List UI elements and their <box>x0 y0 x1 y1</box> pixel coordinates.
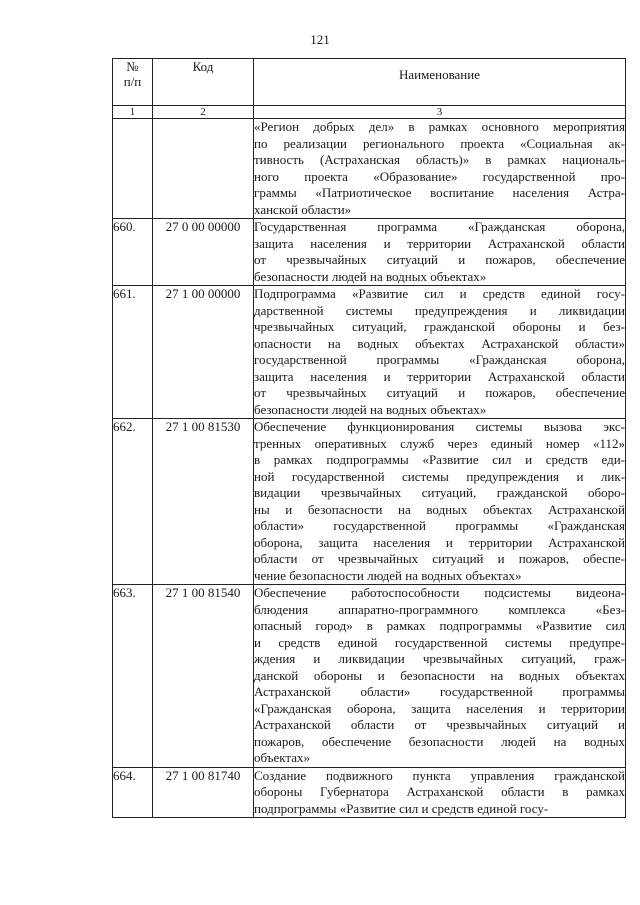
column-index-2: 2 <box>153 106 254 119</box>
table-row <box>113 286 626 419</box>
header-name: Наименование <box>254 59 626 106</box>
name-text-line: оборона, защита населения и территории Астраханской <box>254 534 625 550</box>
name-text-line: защита населения и территории Астраханской области <box>254 235 625 251</box>
name-text-line: и средств единой государственной системы предупре- <box>254 634 625 650</box>
name-text-line: «Гражданская оборона, защита населения и территории <box>254 700 625 716</box>
budget-classification-table <box>112 58 626 818</box>
name-text-line: дарственной системы предупреждения и ликвидации <box>254 302 625 318</box>
table-row <box>113 767 626 818</box>
row-number: 660. <box>113 219 153 286</box>
table-row <box>113 119 626 219</box>
name-text-line: ны и безопасности на водных объектах Астраханской <box>254 501 625 517</box>
name-text-line: пожаров, обеспечение безопасности людей на водных <box>254 733 625 749</box>
name-text-line: обороны Губернатора Астраханской области в рамках <box>254 784 625 799</box>
header-num: № п/п <box>113 59 153 106</box>
name-text-line: Астраханской области от чрезвычайных ситуаций и <box>254 717 625 732</box>
column-index-1: 1 <box>113 106 153 119</box>
name-text-line: Создание подвижного пункта управления гражданской <box>254 767 625 783</box>
name-text-line: области от чрезвычайных ситуаций и пожаров, обеспе- <box>254 551 625 566</box>
name-text-line: опасности на водных объектах Астраханской области» <box>254 335 625 351</box>
name-text-line: граммы «Патриотическое воспитание населения Астра- <box>254 185 625 200</box>
name-text-line: подпрограммы «Развитие сил и средств единой госу- <box>254 800 549 816</box>
page-number: 121 <box>310 32 330 47</box>
name-text-line: тренных оперативных служб через единый номер «112» <box>254 435 625 451</box>
header-code: Код <box>153 59 254 106</box>
row-code: 27 1 00 81540 <box>153 585 254 768</box>
row-number: 663. <box>113 585 153 768</box>
row-name <box>254 286 626 419</box>
name-text-line: в рамках подпрограммы «Развитие сил и средств еди- <box>254 452 625 467</box>
name-text-line: Астраханской области» государственной программы <box>254 684 625 699</box>
name-text-line: объектах» <box>254 750 311 765</box>
name-text-line: защита населения и территории Астраханской области <box>254 368 625 384</box>
name-text-line: тивность (Астраханская область)» в рамках националь- <box>254 152 625 167</box>
name-text-line: Подпрограмма «Развитие сил и средств единой госу- <box>254 286 625 301</box>
row-number: 661. <box>113 286 153 419</box>
table-row <box>113 419 626 585</box>
table-row <box>113 585 626 768</box>
name-text-line: Государственная программа «Гражданская оборона, <box>254 219 625 234</box>
row-name <box>254 119 626 219</box>
name-text-line: блюдения аппаратно-программного комплекса «Без- <box>254 601 625 617</box>
name-text-line: Обеспечение работоспособности подсистемы видеона- <box>254 585 625 600</box>
table-header-row <box>113 59 626 106</box>
name-text-line: чрезвычайных ситуаций, гражданской обороны и без- <box>254 319 625 334</box>
row-number <box>113 119 153 219</box>
name-text-line: от чрезвычайных ситуаций и пожаров, обеспечение <box>254 385 625 400</box>
name-text-line: безопасности людей на водных объектах» <box>254 268 487 284</box>
row-name <box>254 767 626 818</box>
row-name <box>254 219 626 286</box>
name-text-line: государственной программы «Гражданская оборона, <box>254 352 625 367</box>
name-text-line: ного проекта «Образование» государственной про- <box>254 168 625 184</box>
name-text-line: «Регион добрых дел» в рамках основного мероприятия <box>254 119 625 134</box>
row-code: 27 1 00 81740 <box>153 767 254 818</box>
name-text-line: ханской области» <box>254 201 352 217</box>
name-text-line: безопасности людей на водных объектах» <box>254 401 487 417</box>
row-code: 27 0 00 00000 <box>153 219 254 286</box>
row-number: 662. <box>113 419 153 585</box>
row-number: 664. <box>113 767 153 818</box>
row-name <box>254 419 626 585</box>
name-text-line: ной государственной системы предупреждения и лик- <box>254 468 625 484</box>
name-text-line: по реализации регионального проекта «Социальная ак- <box>254 135 625 151</box>
column-index-row <box>113 106 626 119</box>
name-text-line: опасный город» в рамках подпрограммы «Развитие сил <box>254 618 625 633</box>
row-code <box>153 119 254 219</box>
row-code: 27 1 00 00000 <box>153 286 254 419</box>
table-row <box>113 219 626 286</box>
row-name <box>254 585 626 768</box>
name-text-line: от чрезвычайных ситуаций и пожаров, обеспечение <box>254 252 625 267</box>
name-text-line: ждения и ликвидации чрезвычайных ситуаций, граж- <box>254 651 625 666</box>
row-code: 27 1 00 81530 <box>153 419 254 585</box>
name-text-line: Обеспечение функционирования системы вызова экс- <box>254 419 625 434</box>
name-text-line: видации чрезвычайных ситуаций, гражданской оборо- <box>254 485 625 500</box>
name-text-line: области» государственной программы «Гражданская <box>254 518 625 533</box>
name-text-line: данской обороны и безопасности на водных объектах <box>254 667 625 683</box>
column-index-3: 3 <box>254 106 626 119</box>
name-text-line: чение безопасности людей на водных объектах» <box>254 567 522 583</box>
